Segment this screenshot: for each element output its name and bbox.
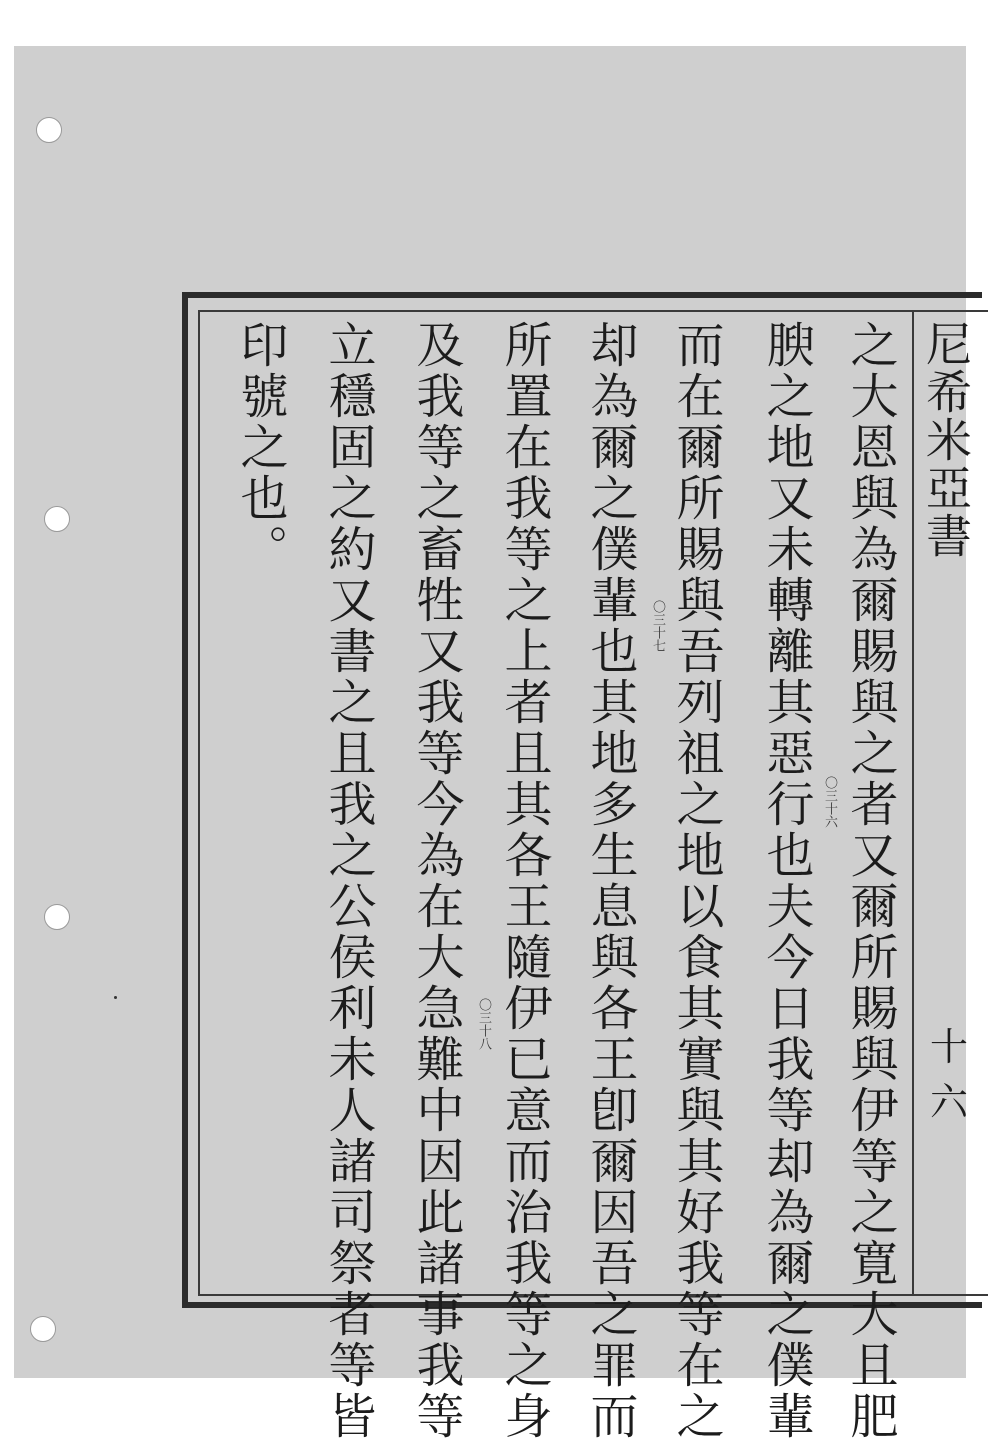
text-column-6: 及我等之畜牲又我等今為在大急難中因此諸事我等	[408, 320, 464, 1442]
text-column-8: 印號之也。	[232, 320, 288, 575]
page-gutter-rule	[912, 310, 914, 1296]
punch-hole-1	[36, 117, 62, 143]
text-column-7: 立穩固之約又書之且我之公侯利未人諸司祭者等皆	[320, 320, 376, 1442]
verse-marker: 〇三十七	[650, 600, 665, 652]
text-column-5: 所置在我等之上者且其各王隨伊已意而治我等之身	[496, 320, 552, 1442]
punch-hole-3	[44, 904, 70, 930]
text-column-3: 而在爾所賜與吾列祖之地以食其實與其好我等在之	[668, 320, 724, 1442]
punch-hole-4	[30, 1316, 56, 1342]
running-head: 尼希米亞書	[919, 320, 973, 560]
folio-number: 十六	[930, 1025, 969, 1124]
page-margin-top	[0, 0, 992, 46]
text-column-4: 却為爾之僕輩也其地多生息與各王卽爾因吾之罪而	[582, 320, 638, 1442]
text-column-2: 腴之地又未轉離其惡行也夫今日我等却為爾之僕輩	[758, 320, 814, 1442]
punch-hole-2	[44, 506, 70, 532]
verse-marker: 〇三十八	[476, 998, 491, 1050]
ink-speck	[114, 996, 117, 999]
text-column-1: 之大恩與為爾賜與之者又爾所賜與伊等之寛大且肥	[842, 320, 898, 1442]
verse-marker: 〇三十六	[822, 776, 837, 828]
